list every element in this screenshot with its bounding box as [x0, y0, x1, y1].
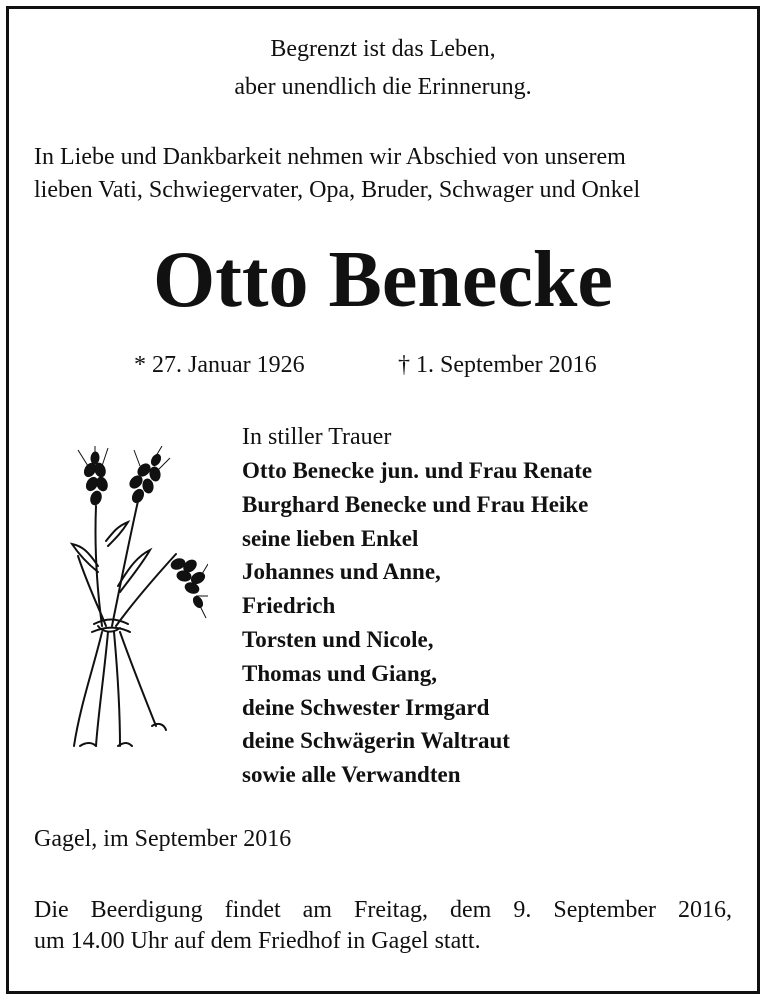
intro-line-1: In Liebe und Dankbarkeit nehmen wir Abschied von unserem — [34, 144, 626, 170]
funeral-line-1: Die Beerdigung findet am Freitag, dem 9. September 2016, — [34, 897, 732, 923]
mourner-line: deine Schwägerin Waltraut — [242, 728, 510, 754]
mourner-line: sowie alle Verwandten — [242, 762, 461, 788]
wheat-bundle-icon — [58, 446, 208, 756]
mourner-line: Torsten und Nicole, — [242, 626, 434, 652]
motto-line-1: Begrenzt ist das Leben, — [270, 36, 496, 62]
deceased-name: Otto Benecke — [153, 236, 613, 324]
mourners-intro: In stiller Trauer — [242, 424, 392, 450]
motto-line-2: aber unendlich die Erinnerung. — [234, 74, 532, 100]
intro-line-2: lieben Vati, Schwiegervater, Opa, Bruder, Schwager und Onkel — [34, 177, 641, 203]
mourner-line: seine lieben Enkel — [242, 525, 419, 551]
mourner-line: Burghard Benecke und Frau Heike — [242, 491, 589, 517]
mourner-line: Friedrich — [242, 593, 336, 619]
funeral-line-2: um 14.00 Uhr auf dem Friedhof in Gagel statt. — [34, 928, 481, 954]
mourner-line: Johannes und Anne, — [242, 559, 441, 585]
mourners-block — [242, 420, 592, 792]
birth-date: * 27. Januar 1926 — [134, 352, 305, 378]
mourner-line: deine Schwester Irmgard — [242, 694, 490, 720]
mourner-line: Thomas und Giang, — [242, 660, 437, 686]
mourner-line: Otto Benecke jun. und Frau Renate — [242, 458, 593, 483]
death-date: † 1. September 2016 — [398, 352, 597, 378]
place-date: Gagel, im September 2016 — [34, 826, 292, 852]
